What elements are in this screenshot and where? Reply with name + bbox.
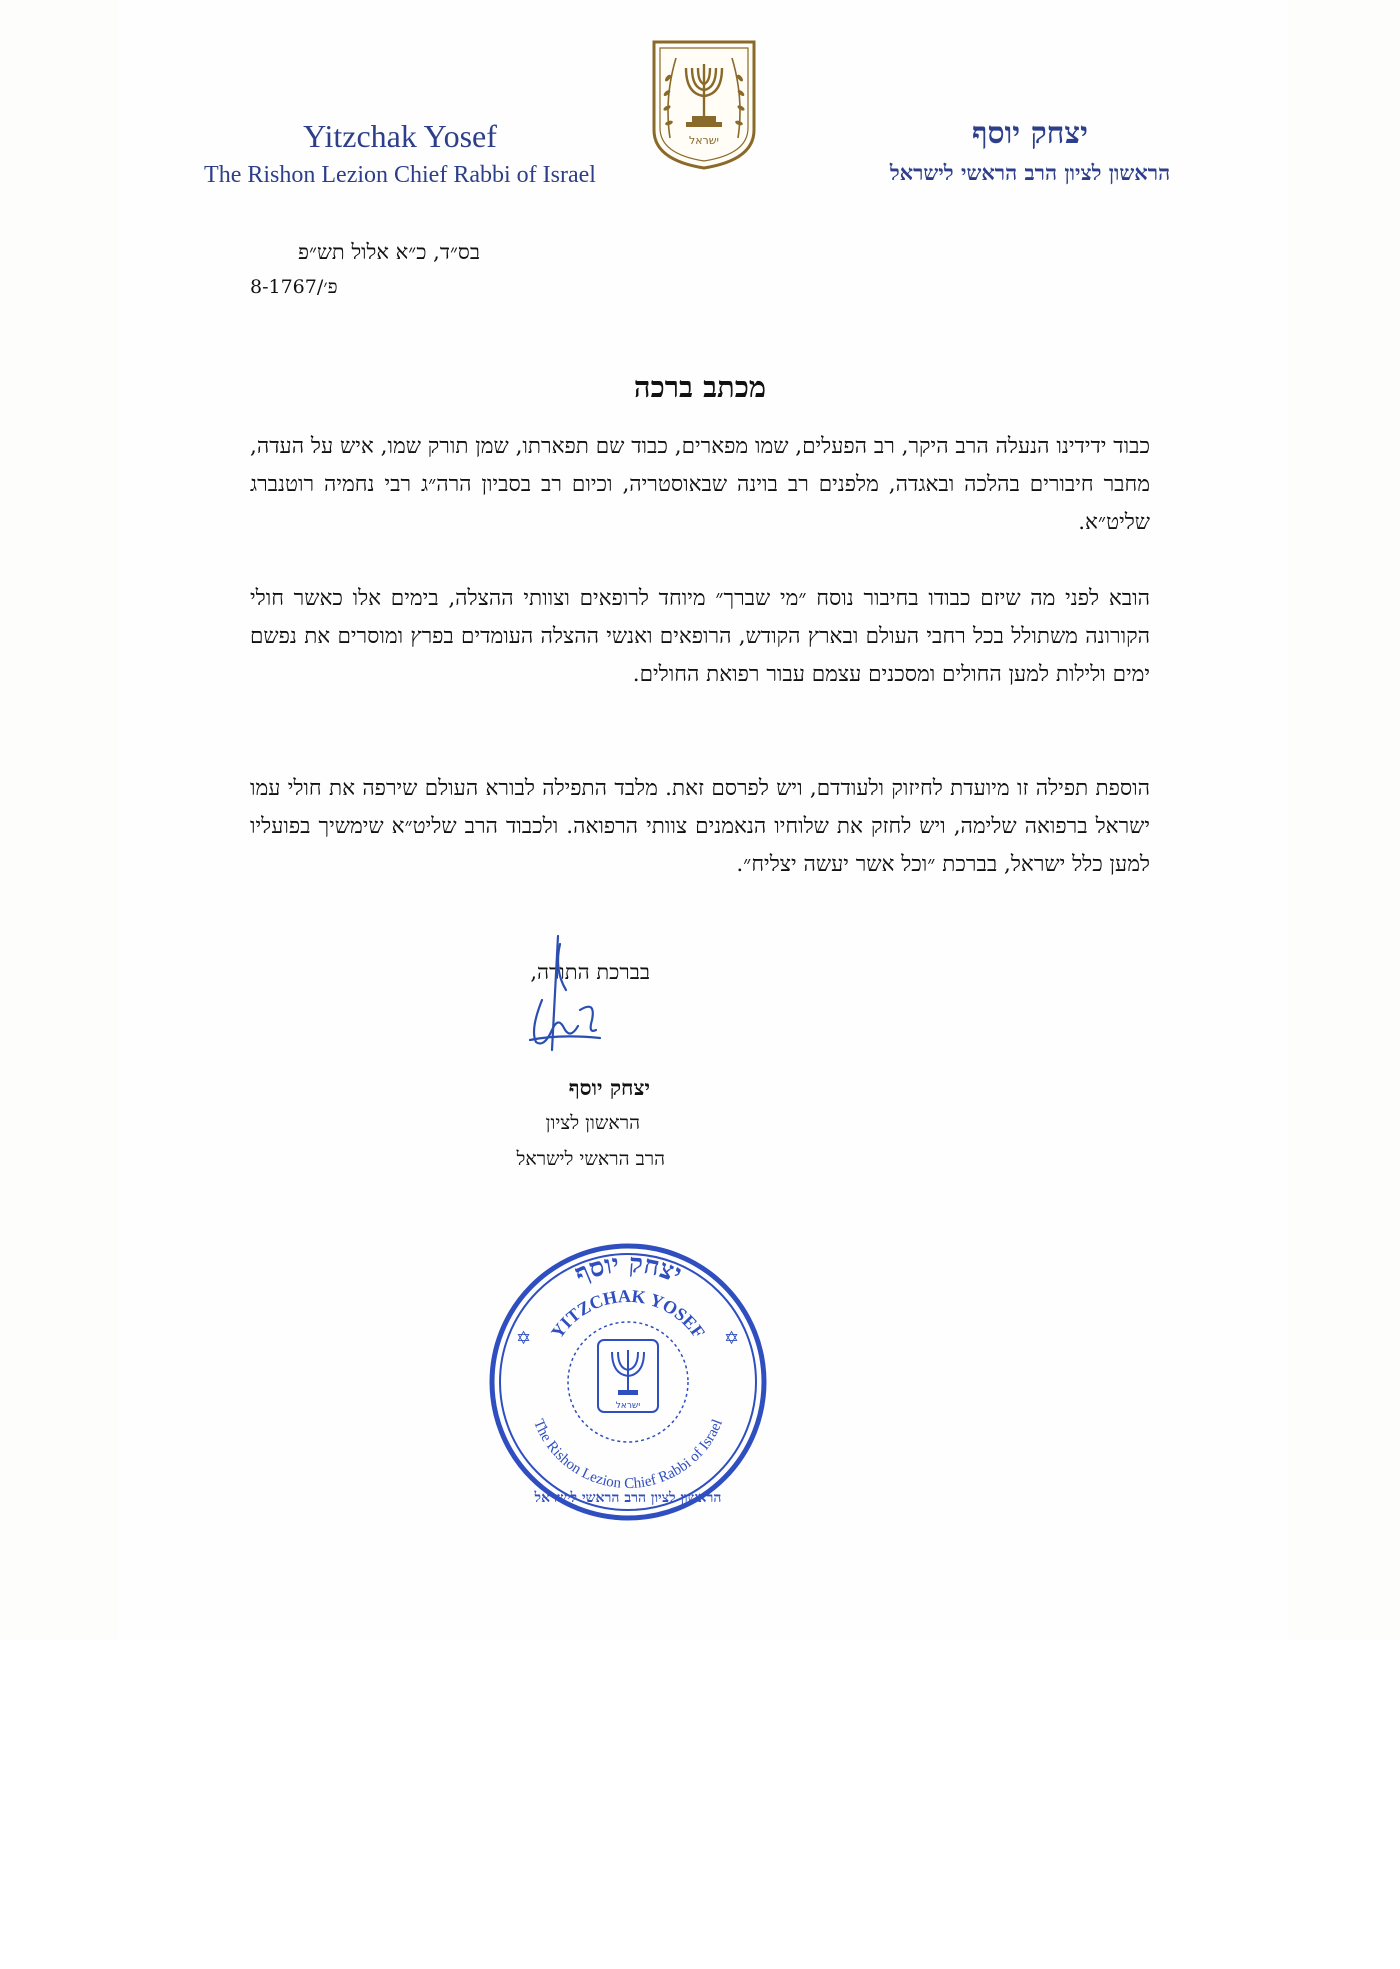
star-of-david-icon: ✡: [516, 1328, 532, 1349]
letterhead-title-en: The Rishon Lezion Chief Rabbi of Israel: [204, 162, 596, 188]
svg-text:The Rishon Lezion Chief Rabbi: [530, 1417, 726, 1492]
stamp-emblem-label: ישראל: [615, 1401, 641, 1411]
letter-title: מכתב ברכה: [633, 370, 767, 404]
body-paragraph-2: הובא לפני מה שיזם כבודו בחיבור נוסח ״מי שברך״ מיוחד לרופאים וצוותי ההצלה, בימים אלו כאשר חולי הקורונה משתולל בכל רחבי העולם ובארץ הקודש, הרופאים ואנשי ההצלה העומדים בפרץ ומוסרים את נפשם ימים ולילות למען החולים ומסכנים עצמם עבור רפואת החולים.: [250, 586, 1150, 687]
official-stamp-icon: [486, 1240, 770, 1524]
star-of-david-icon: ✡: [724, 1328, 740, 1349]
closing-line: בברכת התורה,: [530, 960, 650, 984]
handwritten-signature-icon: [500, 930, 620, 1080]
signatory-title-2: הרב הראשי לישראל: [516, 1148, 665, 1170]
stamp-ring-he: הראשון לציון הרב הראשי לישראל: [534, 1490, 722, 1506]
body-paragraph-3: הוספת תפילה זו מיועדת לחיזוק ולעודדם, ויש לפרסם זאת. מלבד התפילה לבורא העולם שירפה את חולי עמו ישראל ברפואה שלימה, ויש לחזק את שלוחיו הנאמנים צוותי הרפואה. ולכבוד הרב שליט״א שימשיך בפועליו למען כלל ישראל, בברכת ״וכל אשר יעשה יצליח״.: [250, 776, 1150, 877]
stamp-ring-en: The Rishon Lezion Chief Rabbi of Israel: [530, 1417, 726, 1493]
svg-text:YITZCHAK YOSEF: [547, 1286, 709, 1342]
signatory-name: יצחק יוסף: [568, 1075, 650, 1100]
letterhead-name-he: יצחק יוסף: [972, 116, 1088, 151]
letterhead-title-he: הראשון לציון הרב הראשי לישראל: [889, 160, 1171, 185]
letter-date: בס״ד, כ״א אלול תש״פ: [298, 240, 480, 264]
emblem-label: ישראל: [688, 134, 720, 147]
menorah-emblem-icon: [648, 38, 760, 172]
reference-number: 8-1767/פ׳: [250, 276, 338, 298]
body-paragraph-1: כבוד ידידינו הנעלה הרב היקר, רב הפעלים, שמו מפארים, כבוד שם תפארתו, שמן תורק שמו, איש על העדה, מחבר חיבורים בהלכה ובאגדה, מלפנים רב בוינה שבאוסטריה, וכיום רב בסביון הרה״ג רבי נחמיה רוטנברג שליט״א.: [250, 434, 1150, 535]
stamp-name-he: יצחק יוסף: [570, 1248, 687, 1290]
stamp-name-en: YITZCHAK YOSEF: [547, 1285, 710, 1342]
letterhead-name-en: Yitzchak Yosef: [303, 118, 497, 154]
signatory-title-1: הראשון לציון: [545, 1112, 640, 1134]
